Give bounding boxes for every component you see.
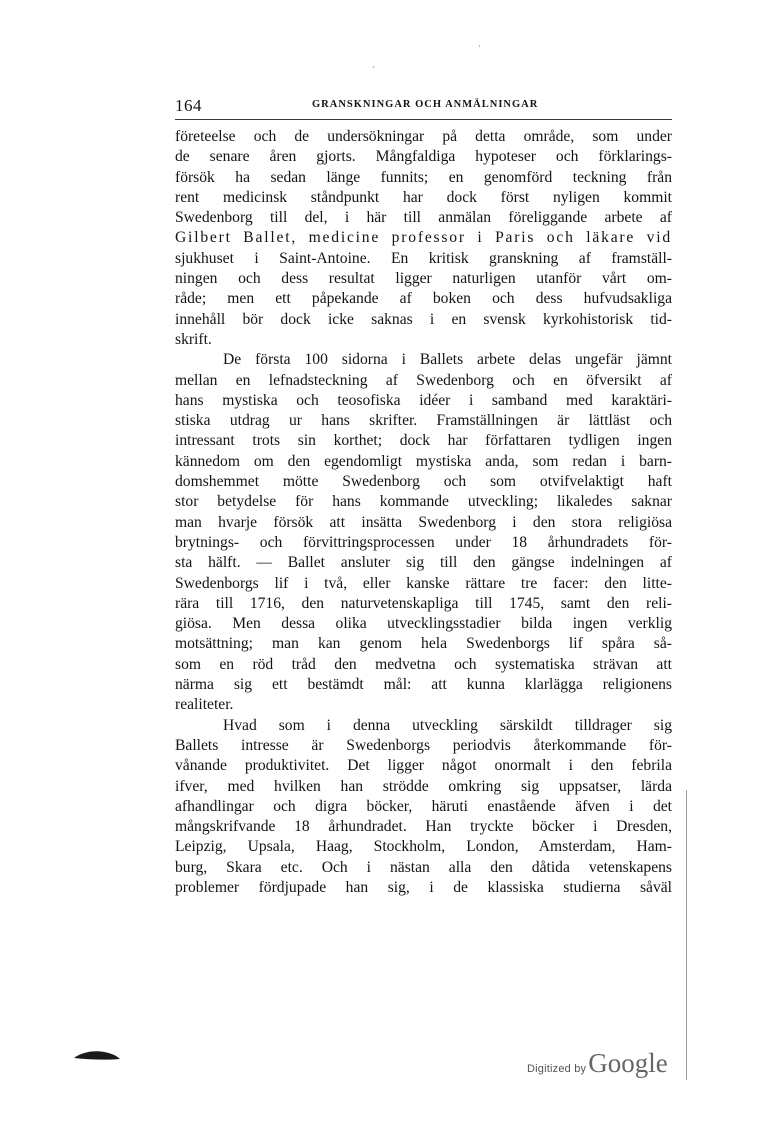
- text-line: burg, Skara etc. Och i nästan alla den dåtida vetenskapens: [175, 858, 672, 876]
- body-text: [175, 127, 672, 898]
- header-rule: [175, 119, 672, 120]
- text-line: intressant trots sin korthet; dock har författaren tydligen ingen: [175, 432, 672, 450]
- page-number: 164: [175, 96, 202, 115]
- running-head: GRANSKNINGAR OCH ANMÄLNINGAR: [312, 99, 539, 110]
- text-line: rära till 1716, den naturvetenskapliga till 1745, samt den reli-: [175, 594, 672, 612]
- text-line: domshemmet mötte Swedenborg och som otvifvelaktigt haft: [175, 473, 672, 491]
- text-line: stor betydelse för hans kommande utveckling; likaledes saknar: [175, 493, 672, 511]
- google-wordmark: Google: [588, 1048, 668, 1078]
- text-line: realiteter.: [175, 696, 234, 714]
- text-line: Hvad som i denna utveckling särskildt tilldrager sig: [223, 716, 672, 734]
- text-line: innehåll bör dock icke saknas i en svensk kyrkohistorisk tid-: [175, 310, 672, 328]
- text-line: som en röd tråd den medvetna och systematiska strävan att: [175, 655, 672, 673]
- text-line: De första 100 sidorna i Ballets arbete delas ungefär jämnt: [223, 351, 672, 369]
- text-line: man hvarje försök att insätta Swedenborg i den stora religiösa: [175, 513, 672, 531]
- text-line: ifver, med hvilken han strödde omkring sig uppsatser, lärda: [175, 777, 672, 795]
- scan-speck: ˊ: [372, 65, 375, 75]
- text-line: kännedom om den egendomligt mystiska anda, som redan i barn-: [175, 452, 672, 470]
- text-line: mellan en lefnadsteckning af Swedenborg och en öfversikt af: [175, 371, 672, 389]
- text-line: Swedenborgs lif i två, eller kanske rättare tre facer: den litte-: [175, 574, 672, 592]
- text-line: företeelse och de undersökningar på detta område, som under: [175, 128, 672, 145]
- text-line: skrift.: [175, 330, 212, 348]
- text-line: afhandlingar och digra böcker, häruti enastående äfven i det: [175, 797, 672, 815]
- scan-speck: ˋ: [478, 44, 481, 54]
- text-line: motsättning; man kan genom hela Swedenborgs lif spåra så-: [175, 635, 672, 653]
- text-line: råde; men ett påpekande af boken och dess hufvudsakliga: [175, 290, 672, 308]
- text-line: de senare åren gjorts. Mångfaldiga hypoteser och förklarings-: [175, 148, 672, 166]
- text-line: ningen och dess resultat ligger naturligen utanför vårt om-: [175, 270, 672, 288]
- text-line: sta hälft. — Ballet ansluter sig till den gängse indelningen af: [175, 554, 672, 572]
- text-line: försök ha sedan länge funnits; en genomförd teckning från: [175, 168, 672, 186]
- page-header: [175, 96, 672, 116]
- text-line: rent medicinsk ståndpunkt har dock först nyligen kommit: [175, 188, 672, 206]
- text-line: giösa. Men dessa olika utvecklingsstadier bilda ingen verklig: [175, 615, 672, 633]
- text-line: hans mystiska och teosofiska idéer i samband med karaktäri-: [175, 391, 672, 409]
- text-line: Leipzig, Upsala, Haag, Stockholm, London, Amsterdam, Ham-: [175, 838, 672, 856]
- text-line: närma sig ett bestämdt mål: att kunna klarlägga religionens: [175, 676, 672, 694]
- text-line: stiska utdrag ur hans skrifter. Framställningen är lättläst och: [175, 412, 672, 430]
- digitized-watermark: [527, 1048, 668, 1088]
- text-line: problemer fördjupade han sig, i de klassiska studierna såväl: [175, 878, 672, 896]
- text-line: mångskrifvande 18 århundradet. Han tryckte böcker i Dresden,: [175, 818, 672, 836]
- text-line: vånande produktivitet. Det ligger något onormalt i den febrila: [175, 757, 672, 775]
- digitized-by-label: Digitized by: [527, 1063, 587, 1075]
- text-line: brytnings- och förvittringsprocessen under 18 århundradets för-: [175, 533, 672, 551]
- text-line: sjukhuset i Saint-Antoine. En kritisk granskning af framställ-: [175, 249, 672, 267]
- text-line: Gilbert Ballet, medicine professor i Paris och läkare vid: [175, 229, 672, 247]
- ink-smudge-icon: [72, 1048, 122, 1064]
- text-line: Ballets intresse är Swedenborgs periodvis återkommande för-: [175, 736, 672, 754]
- scan-edge-line: [686, 790, 687, 1080]
- text-line: Swedenborg till del, i här till anmälan föreliggande arbete af: [175, 209, 672, 227]
